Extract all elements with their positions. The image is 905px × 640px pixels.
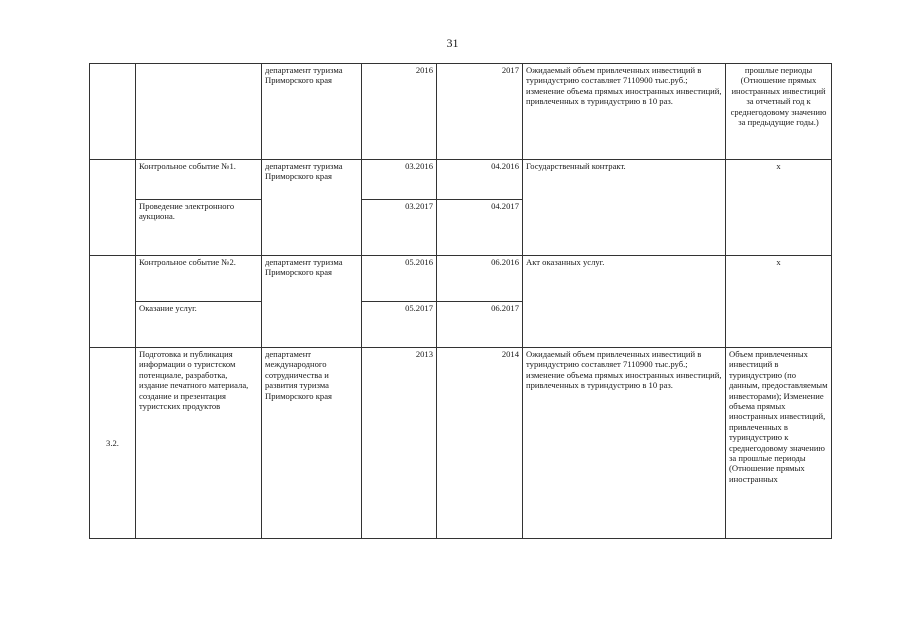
executor-cell: департамент международного сотрудничества и развития туризма Приморского края xyxy=(262,348,362,539)
executor-cell: департамент туризма Приморского края xyxy=(262,64,362,160)
end-date-cell: 04.2016 xyxy=(437,160,523,200)
executor-cell: департамент туризма Приморского края xyxy=(262,160,362,256)
table-row xyxy=(90,64,832,160)
start-date-cell: 03.2017 xyxy=(362,200,437,256)
event-cell: Проведение электронного аукциона. xyxy=(136,200,262,256)
table-row xyxy=(90,256,832,302)
executor-cell: департамент туризма Приморского края xyxy=(262,256,362,348)
row-number-cell xyxy=(90,64,136,160)
program-table xyxy=(89,63,832,539)
event-cell: Контрольное событие №1. xyxy=(136,160,262,200)
indicator-cell: х xyxy=(726,256,832,348)
event-cell: Контрольное событие №2. xyxy=(136,256,262,302)
start-date-cell: 2016 xyxy=(362,64,437,160)
start-date-cell: 03.2016 xyxy=(362,160,437,200)
end-date-cell: 06.2017 xyxy=(437,302,523,348)
result-cell: Государственный контракт. xyxy=(523,160,726,256)
row-number-cell xyxy=(90,160,136,256)
start-date-cell: 05.2017 xyxy=(362,302,437,348)
page-number: 31 xyxy=(446,36,459,50)
end-date-cell: 04.2017 xyxy=(437,200,523,256)
start-date-cell: 2013 xyxy=(362,348,437,539)
end-date-cell: 2017 xyxy=(437,64,523,160)
table-row xyxy=(90,348,832,539)
indicator-cell: Объем привлеченных инвестиций в туриндустрию (по данным, предоставляемым инвесторами); Изменение объема прямых иностранных инвестиций, привлеченных в туриндустрию к среднегодовому значению за прошлые периоды (Отношение прямых иностранных xyxy=(726,348,832,539)
end-date-cell: 06.2016 xyxy=(437,256,523,302)
end-date-cell: 2014 xyxy=(437,348,523,539)
event-cell: Оказание услуг. xyxy=(136,302,262,348)
row-number-cell xyxy=(90,256,136,348)
indicator-cell: х xyxy=(726,160,832,256)
result-cell: Ожидаемый объем привлеченных инвестиций в туриндустрию составляет 7110900 тыс.руб.; изменение объема прямых иностранных инвестиций, привлеченных в туриндустрию в 10 раз. xyxy=(523,64,726,160)
indicator-cell: прошлые периоды (Отношение прямых иностранных инвестиций за отчетный год к среднегодовому значению за предыдущие годы.) xyxy=(726,64,832,160)
result-cell: Акт оказанных услуг. xyxy=(523,256,726,348)
start-date-cell: 05.2016 xyxy=(362,256,437,302)
event-cell xyxy=(136,64,262,160)
row-number-cell: 3.2. xyxy=(90,348,136,539)
event-cell: Подготовка и публикация информации о туристском потенциале, разработка, издание печатного материала, создание и презентация туристских продуктов xyxy=(136,348,262,539)
result-cell: Ожидаемый объем привлеченных инвестиций в туриндустрию составляет 7110900 тыс.руб.; изменение объема прямых иностранных инвестиций, привлеченных в туриндустрию в 10 раз. xyxy=(523,348,726,539)
table-row xyxy=(90,160,832,200)
